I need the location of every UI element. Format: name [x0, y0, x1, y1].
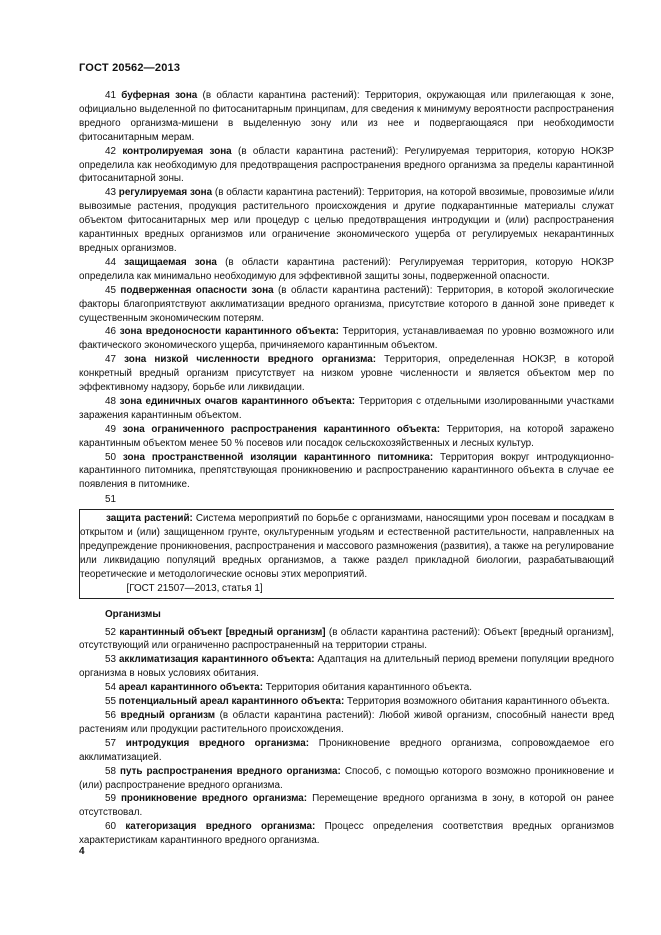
term: интродукция вредного организма:	[125, 737, 309, 749]
entry-number: 45	[105, 284, 116, 296]
document-header: ГОСТ 20562—2013	[79, 62, 181, 74]
definition: Перемещение вредного организма в зону, в которой он ранее отсутствовал.	[79, 793, 614, 819]
definition: (в области карантина растений): Регулируемая территория, которую НОКЗР определила как минимально необходимую для эффективной защиты зоны, подверженной опасности.	[79, 256, 614, 282]
term: путь распространения вредного организма:	[120, 765, 341, 777]
document-body	[79, 89, 614, 848]
term-entry	[79, 89, 614, 145]
entry-number: 58	[105, 765, 116, 777]
term: зона низкой численности вредного организма:	[124, 354, 377, 366]
definition: Адаптация на длительный период времени популяции вредного организма в новых условиях обитания.	[79, 654, 614, 680]
term-entry	[79, 765, 614, 793]
definition: Территория вокруг интродукционно-карантинного питомника, препятствующая проникновению и распространению карантинного объекта в случае ее появления в питомнике.	[79, 451, 614, 491]
quoted-definition	[80, 512, 614, 582]
definition: (в области карантина растений): Территория, в которой экологические факторы благоприятствуют акклиматизации вредного организма, присутствие которого в данной зоне приведет к существенным экономическим потерям.	[79, 284, 615, 324]
definition: Процесс определения соответствия вредных организмов характеристикам карантинного вредного организма.	[79, 821, 614, 847]
entry-number: 49	[105, 423, 116, 435]
term-entry	[79, 626, 614, 654]
entry-number: 50	[105, 451, 116, 463]
entry-number: 47	[105, 354, 116, 366]
term: защищаемая зона	[124, 256, 217, 268]
term-entry	[79, 353, 614, 395]
entry-number: 59	[105, 793, 116, 805]
term-entry	[79, 653, 614, 681]
term-entry	[79, 256, 614, 284]
entry-number: 55	[105, 696, 116, 708]
entry-number-51: 51	[105, 494, 116, 506]
term: категоризация вредного организма:	[125, 821, 316, 833]
term-entry	[79, 695, 614, 709]
term-entry	[79, 284, 614, 326]
entry-number: 52	[105, 626, 116, 638]
term: подверженная опасности зона	[120, 284, 274, 296]
entry-number: 44	[105, 256, 116, 268]
definition: Территория, определенная НОКЗР, в которой конкретный вредный организм присутствует на низком уровне численности и является объектом мер по эффективному надзору, борьбе или ликвидации.	[79, 354, 614, 394]
term: акклиматизация карантинного объекта:	[118, 654, 315, 666]
definition: (в области карантина растений): Территория, окружающая или прилегающая к зоне, официально выделенной по фитосанитарным принципам, для сведения к минимуму вероятности распространения вредного организма-мишени в выделенную зону или из нее и подвергающаяся при необходимости фитосанитарным мерам.	[79, 90, 615, 143]
term: ареал карантинного объекта:	[118, 682, 264, 694]
definition: Территория возможного обитания карантинного объекта.	[344, 696, 610, 708]
term: буферная зона	[121, 90, 198, 101]
term-entry	[79, 186, 614, 256]
source-reference: [ГОСТ 21507—2013, статья 1]	[126, 582, 263, 594]
term-entry	[79, 820, 614, 848]
entry-number: 60	[105, 821, 116, 833]
entry-number: 54	[105, 682, 116, 694]
terms-block-organisms	[79, 626, 614, 849]
term: контролируемая зона	[122, 145, 232, 157]
entry-number: 46	[105, 326, 116, 338]
term-entry	[79, 451, 614, 493]
term-entry	[79, 681, 614, 695]
definition: Территория обитания карантинного объекта.	[263, 682, 472, 694]
definition: Система мероприятий по борьбе с организмами, наносящими урон посевам и посадкам в открытом и (или) защищенном грунте, окультуренным угодьям и естественной растительности, направленных на предупреждение проникновения, распространения и массового размножения (развития), а также на регулирование или ликвидацию популяций вредных организмов, а также раздел прикладной биологии, разрабатывающий теоретические и методологические основы этих мероприятий.	[80, 513, 615, 580]
definition: (в области карантина растений): Территория, на которой ввозимые, провозимые и/или вывозимые растения, продукция растительного происхождения и другие подкарантинные материалы служат объектом фитосанитарных мер или процедур с целью предотвращения интродукции и (или) распространения карантинных вредных организмов или ограничение экономического ущерба от регулируемых некарантинных вредных организмов.	[79, 187, 615, 254]
entry-number: 48	[105, 395, 116, 407]
section-title: Организмы	[105, 608, 161, 620]
page-number: 4	[79, 846, 85, 857]
term: зона пространственной изоляции карантинного питомника:	[122, 451, 434, 463]
term: регулируемая зона	[118, 187, 213, 199]
term-entry	[79, 325, 614, 353]
term-entry	[79, 709, 614, 737]
definition: Территория с отдельными изолированными участками заражения карантинным объектом.	[79, 395, 614, 421]
terms-block-zones	[79, 89, 614, 492]
term-entry	[79, 395, 614, 423]
term-entry	[79, 792, 614, 820]
definition: Территория, устанавливаемая по уровню возможного или фактического экономического ущерба, причиняемого карантинным объектом.	[79, 326, 614, 352]
definition: (в области карантина растений): Любой живой организм, способный нанести вред растениям или продукции растительного происхождения.	[79, 709, 615, 735]
entry-number: 56	[105, 709, 116, 721]
definition: (в области карантина растений): Объект [вредный организм], отсутствующий или ограниченно распространенный на территории страны.	[79, 626, 614, 652]
term-entry	[79, 737, 614, 765]
definition: Способ, с помощью которого возможно проникновение и (или) распространение вредного организма.	[79, 765, 615, 791]
entry-number: 42	[105, 145, 116, 157]
quoted-definition-box	[79, 509, 614, 598]
term: защита растений:	[106, 513, 193, 525]
entry-number: 57	[105, 737, 116, 749]
term: проникновение вредного организма:	[120, 793, 308, 805]
term-entry	[79, 145, 614, 187]
term-entry	[79, 423, 614, 451]
definition: Проникновение вредного организма, сопровождаемое его акклиматизацией.	[79, 737, 615, 763]
entry-number: 43	[105, 187, 116, 199]
definition: Территория, на которой заражено карантинным объектом менее 50 % посевов или посадок сельскохозяйственных и лесных культур.	[79, 423, 614, 449]
term: зона вредоносности карантинного объекта:	[119, 326, 339, 338]
entry-number: 53	[105, 654, 116, 666]
entry-number: 41	[105, 90, 116, 101]
term: зона ограниченного распространения карантинного объекта:	[122, 423, 441, 435]
term: зона единичных очагов карантинного объекта:	[119, 395, 356, 407]
term: вредный организм	[120, 709, 216, 721]
term: карантинный объект [вредный организм]	[119, 626, 326, 638]
term: потенциальный ареал карантинного объекта:	[118, 696, 345, 708]
definition: (в области карантина растений): Регулируемая территория, которую НОКЗР определила как необходимую для предотвращения распространения вредного организма за пределы карантинной фитосанитарной зоны.	[79, 145, 614, 185]
